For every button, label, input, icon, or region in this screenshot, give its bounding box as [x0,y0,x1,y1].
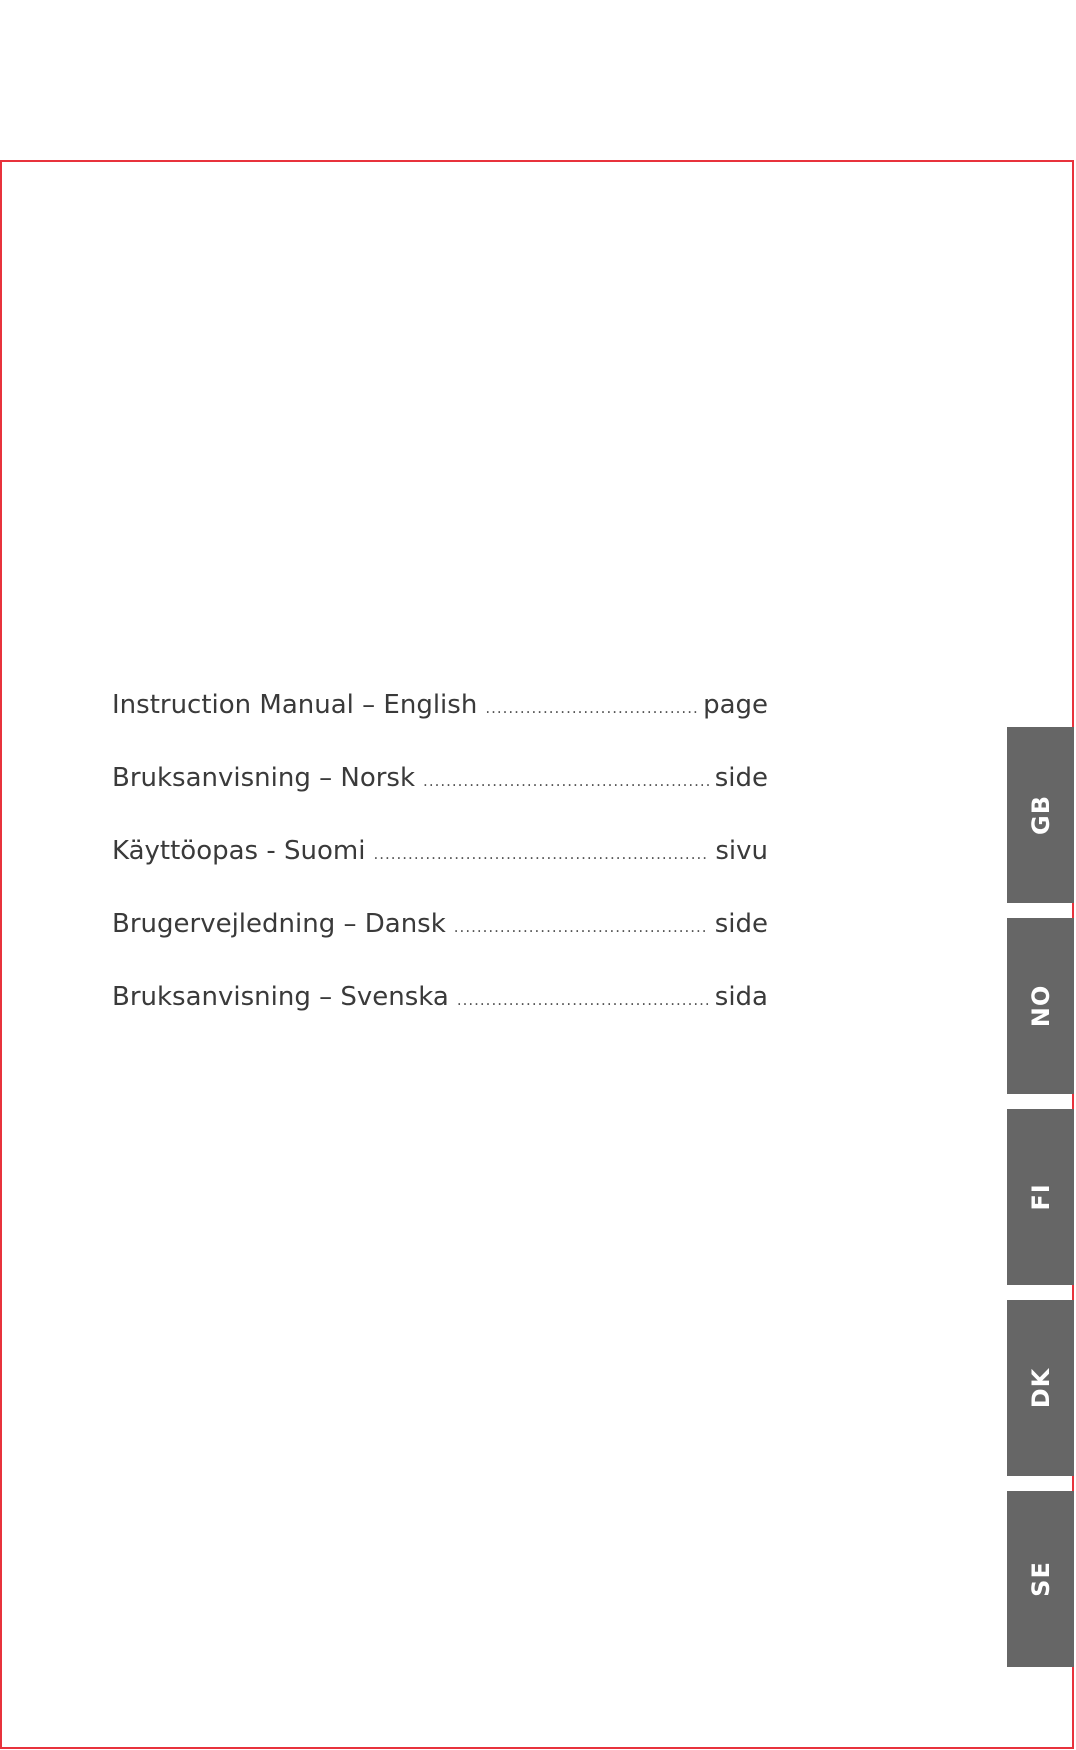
toc-leader-dots [373,845,709,863]
tab-label: SE [1026,1561,1055,1597]
toc-leader-dots [454,918,709,936]
tab-label: DK [1026,1367,1055,1409]
tab-gb[interactable] [1007,727,1074,903]
toc-entry-english [112,690,768,763]
toc-leader-dots [485,699,697,717]
toc-leader-dots [457,991,709,1009]
table-of-contents [112,690,768,1055]
toc-entry-dansk [112,909,768,982]
toc-title: Brugervejledning – Dansk [112,909,446,939]
toc-page-label: page [703,690,768,720]
toc-page-label: sida [714,982,768,1012]
tab-label: GB [1026,795,1055,835]
toc-page-label: side [714,763,768,793]
tab-no[interactable] [1007,918,1074,1094]
language-tabs [1007,727,1074,1682]
toc-title: Instruction Manual – English [112,690,478,720]
toc-title: Bruksanvisning – Svenska [112,982,449,1012]
toc-page-label: sivu [715,836,768,866]
tab-label: NO [1026,984,1055,1028]
tab-label: FI [1026,1183,1055,1211]
toc-entry-norsk [112,763,768,836]
toc-entry-suomi [112,836,768,909]
toc-title: Bruksanvisning – Norsk [112,763,416,793]
toc-page-label: side [714,909,768,939]
toc-entry-svenska [112,982,768,1055]
toc-title: Käyttöopas - Suomi [112,836,366,866]
tab-se[interactable] [1007,1491,1074,1667]
tab-dk[interactable] [1007,1300,1074,1476]
toc-leader-dots [423,772,709,790]
tab-fi[interactable] [1007,1109,1074,1285]
